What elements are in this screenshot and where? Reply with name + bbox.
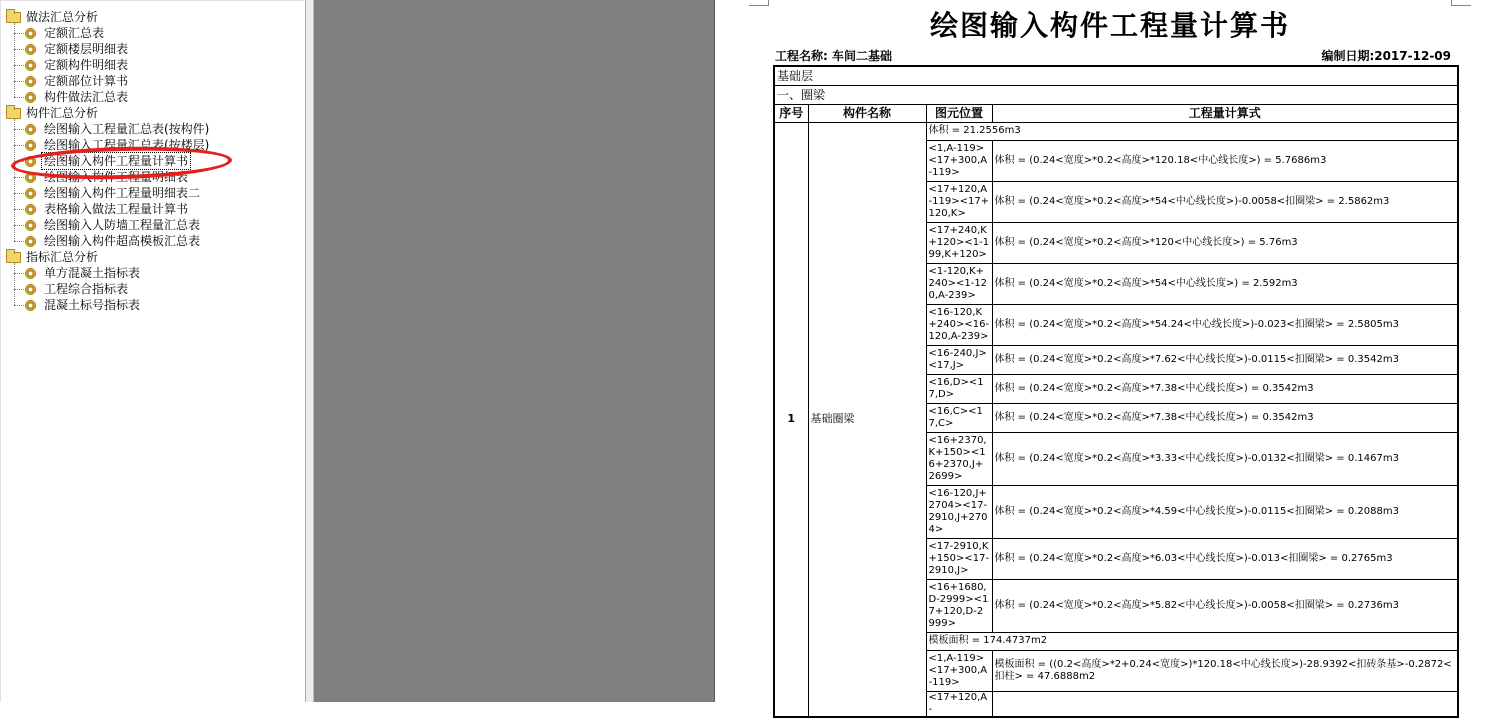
- folder-icon: [6, 108, 21, 119]
- report-gear-icon: [25, 204, 36, 215]
- element-position: <16+1680,D-2999><17+120,D-2999>: [926, 579, 992, 632]
- folder-icon: [6, 12, 21, 23]
- tree-item-label: 定额汇总表: [44, 26, 105, 40]
- tree-item[interactable]: [1, 169, 301, 185]
- quantity-formula: 体积 = (0.24<宽度>*0.2<高度>*7.62<中心线长度>)-0.0115<扣圈梁> = 0.3542m3: [992, 345, 1458, 374]
- element-position: <16+2370,K+150><16+2370,J+2699>: [926, 432, 992, 485]
- report-gear-icon: [25, 156, 36, 167]
- element-position: <16-120,K+240><16-120,A-239>: [926, 304, 992, 345]
- tree-item[interactable]: [1, 297, 301, 313]
- tree-item-label: 单方混凝土指标表: [44, 266, 141, 280]
- tree-connector: [14, 177, 24, 178]
- report-gear-icon: [25, 172, 36, 183]
- tree-connector: [14, 65, 24, 66]
- element-position: <17-2910,K+150><17-2910,J>: [926, 538, 992, 579]
- quantity-formula: 体积 = (0.24<宽度>*0.2<高度>*7.38<中心线长度>) = 0.3542m3: [992, 403, 1458, 432]
- tree-folder-label: 构件汇总分析: [26, 106, 99, 120]
- tree-item[interactable]: [1, 57, 301, 73]
- quantity-formula: 体积 = (0.24<宽度>*0.2<高度>*54.24<中心线长度>)-0.023<扣圈梁> = 2.5805m3: [992, 304, 1458, 345]
- tree-item[interactable]: [1, 201, 301, 217]
- report-title: 绘图输入构件工程量计算书: [929, 9, 1290, 42]
- seq-number: 1: [774, 122, 808, 717]
- tree-connector: [14, 81, 24, 82]
- tree-item[interactable]: [1, 89, 301, 105]
- panel-splitter[interactable]: [306, 0, 314, 702]
- quantity-formula: 体积 = (0.24<宽度>*0.2<高度>*4.59<中心线长度>)-0.0115<扣圈梁> = 0.2088m3: [992, 485, 1458, 538]
- table-header-row: [774, 104, 1458, 122]
- tree-item-label: 定额部位计算书: [44, 74, 129, 88]
- report-gear-icon: [25, 268, 36, 279]
- tree-item[interactable]: [1, 185, 301, 201]
- report-gear-icon: [25, 28, 36, 39]
- tree-item-selected[interactable]: [1, 153, 301, 169]
- element-position: <1,A-119><17+300,A-119>: [926, 140, 992, 181]
- element-position: <1,A-119><17+300,A-119>: [926, 650, 992, 691]
- project-name: 工程名称: 车间二基础: [775, 49, 892, 63]
- tree-connector: [14, 129, 24, 130]
- header-seq: 序号: [774, 104, 808, 122]
- header-formula: 工程量计算式: [992, 104, 1458, 122]
- tree-item-label: 定额楼层明细表: [44, 42, 129, 56]
- report-preview-pane: [714, 0, 1505, 715]
- element-position: <17+240,K+120><1-199,K+120>: [926, 222, 992, 263]
- tree-item[interactable]: [1, 25, 301, 41]
- tree-item[interactable]: [1, 265, 301, 281]
- tree-connector: [14, 161, 24, 162]
- quantity-formula: 模板面积 = ((0.2<高度>*2+0.24<宽度>)*120.18<中心线长度>)-28.9392<扣砖条基>-0.2872<扣柱> = 47.6888m2: [992, 650, 1458, 691]
- tree-item[interactable]: [1, 41, 301, 57]
- tree-item[interactable]: [1, 137, 301, 153]
- tree-connector: [14, 49, 24, 50]
- tree-item[interactable]: [1, 73, 301, 89]
- report-tree: [0, 0, 304, 702]
- quantity-formula: 体积 = (0.24<宽度>*0.2<高度>*54<中心线长度>) = 2.592m3: [992, 263, 1458, 304]
- quantity-formula: 体积 = (0.24<宽度>*0.2<高度>*54<中心线长度>)-0.0058<扣圈梁> = 2.5862m3: [992, 181, 1458, 222]
- tree-folder-label: 指标汇总分析: [26, 250, 99, 264]
- edit-date: 编制日期:2017-12-09: [1321, 49, 1451, 63]
- quantity-formula: 体积 = (0.24<宽度>*0.2<高度>*120<中心线长度>) = 5.76m3: [992, 222, 1458, 263]
- folder-icon: [6, 252, 21, 263]
- report-gear-icon: [25, 284, 36, 295]
- tree-item-label: 绘图输入工程量汇总表(按构件): [44, 122, 210, 136]
- tree-item-label: 绘图输入构件超高模板汇总表: [44, 234, 201, 248]
- tree-folder[interactable]: [1, 9, 301, 25]
- report-gear-icon: [25, 124, 36, 135]
- formwork-total: 模板面积 = 174.4737m2: [926, 632, 1458, 650]
- quantity-formula: [992, 691, 1458, 717]
- tree-connector: [14, 193, 24, 194]
- tree-connector: [14, 145, 24, 146]
- tree-connector: [14, 289, 24, 290]
- empty-gray-area: [314, 0, 714, 702]
- tree-connector: [14, 209, 24, 210]
- quantity-formula: 体积 = (0.24<宽度>*0.2<高度>*5.82<中心线长度>)-0.0058<扣圈梁> = 0.2736m3: [992, 579, 1458, 632]
- report-gear-icon: [25, 92, 36, 103]
- report-tree-panel: [0, 0, 306, 702]
- total-row: [774, 122, 1458, 140]
- report-gear-icon: [25, 76, 36, 87]
- element-position: <17+120,A-119><17+120,K>: [926, 181, 992, 222]
- tree-item-label: 绘图输入工程量汇总表(按楼层): [44, 138, 210, 152]
- tree-item-label: 工程综合指标表: [44, 282, 129, 296]
- tree-item-label: 定额构件明细表: [44, 58, 129, 72]
- tree-item-label: 构件做法汇总表: [44, 90, 129, 104]
- header-position: 图元位置: [926, 104, 992, 122]
- tree-item-label: 混凝土标号指标表: [44, 298, 141, 312]
- tree-item[interactable]: [1, 233, 301, 249]
- tree-item[interactable]: [1, 121, 301, 137]
- tree-connector: [14, 33, 24, 34]
- page-corner-mark-right: [1451, 0, 1471, 6]
- report-gear-icon: [25, 140, 36, 151]
- tree-folder-label: 做法汇总分析: [26, 10, 99, 24]
- element-position: <16-120,J+2704><17-2910,J+2704>: [926, 485, 992, 538]
- tree-connector: [14, 305, 24, 306]
- floor-name: 基础层: [774, 66, 1458, 85]
- element-position: <16,C><17,C>: [926, 403, 992, 432]
- tree-item-label: 绘图输入构件工程量明细表二: [44, 186, 201, 200]
- tree-connector: [14, 225, 24, 226]
- tree-item[interactable]: [1, 217, 301, 233]
- tree-folder[interactable]: [1, 105, 301, 121]
- volume-total: 体积 = 21.2556m3: [926, 122, 1458, 140]
- report-gear-icon: [25, 60, 36, 71]
- tree-vertical-connector: [14, 263, 15, 305]
- element-position: <17+120,A-: [926, 691, 992, 717]
- tree-vertical-connector: [14, 119, 15, 241]
- tree-folder[interactable]: [1, 249, 301, 265]
- quantity-formula: 体积 = (0.24<宽度>*0.2<高度>*6.03<中心线长度>)-0.013<扣圈梁> = 0.2765m3: [992, 538, 1458, 579]
- tree-connector: [14, 97, 24, 98]
- tree-item-label: 绘图输入构件工程量明细表: [44, 170, 189, 184]
- report-gear-icon: [25, 188, 36, 199]
- element-position: <1-120,K+240><1-120,A-239>: [926, 263, 992, 304]
- element-position: <16,D><17,D>: [926, 374, 992, 403]
- tree-vertical-connector: [14, 23, 15, 97]
- element-position: <16-240,J><17,J>: [926, 345, 992, 374]
- category-name: 一、圈梁: [774, 85, 1458, 104]
- report-gear-icon: [25, 236, 36, 247]
- tree-connector: [14, 273, 24, 274]
- tree-item-label: 绘图输入构件工程量计算书: [44, 154, 189, 168]
- tree-item-label: 绘图输入人防墙工程量汇总表: [44, 218, 201, 232]
- tree-item[interactable]: [1, 281, 301, 297]
- floor-row: [774, 66, 1458, 85]
- quantity-formula: 体积 = (0.24<宽度>*0.2<高度>*7.38<中心线长度>) = 0.3542m3: [992, 374, 1458, 403]
- quantity-formula: 体积 = (0.24<宽度>*0.2<高度>*120.18<中心线长度>) = 5.7686m3: [992, 140, 1458, 181]
- report-gear-icon: [25, 44, 36, 55]
- category-row: [774, 85, 1458, 104]
- tree-item-label: 表格输入做法工程量计算书: [44, 202, 189, 216]
- tree-connector: [14, 241, 24, 242]
- report-gear-icon: [25, 220, 36, 231]
- header-component: 构件名称: [808, 104, 926, 122]
- calculation-table: [773, 65, 1459, 718]
- component-name: 基础圈梁: [808, 122, 926, 717]
- quantity-formula: 体积 = (0.24<宽度>*0.2<高度>*3.33<中心线长度>)-0.0132<扣圈梁> = 0.1467m3: [992, 432, 1458, 485]
- report-gear-icon: [25, 300, 36, 311]
- page-corner-mark-left: [749, 0, 769, 6]
